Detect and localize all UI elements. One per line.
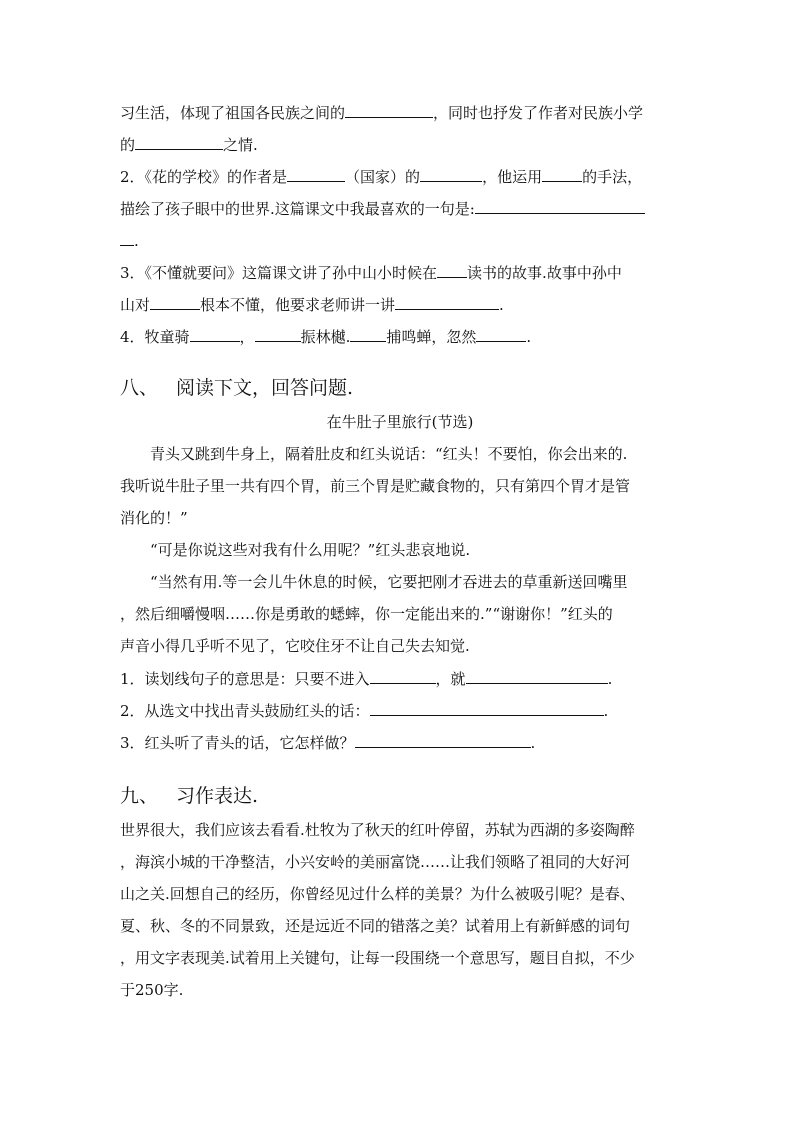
fill-line-1: 习生活，体现了祖国各民族之间的 ，同时也抒发了作者对民族小学 — [120, 104, 644, 122]
passage-p2: “可是你说这些对我有什么用呢？”红头悲哀地说. — [150, 541, 471, 559]
blank[interactable] — [150, 294, 200, 310]
writing-prompt-line-6: 于250字. — [120, 981, 184, 999]
blank[interactable] — [395, 294, 499, 310]
blank[interactable] — [370, 668, 436, 684]
passage-title: 在牛肚子里旅行(节选) — [326, 413, 474, 431]
blank[interactable] — [287, 166, 345, 182]
blank[interactable] — [370, 700, 604, 716]
passage-p1-line-2: 我听说牛肚子里一共有四个胃，前三个胃是贮藏食物的，只有第四个胃才是管 — [120, 477, 631, 495]
blank[interactable] — [255, 326, 301, 342]
writing-prompt-line-2: ，海滨小城的干净整洁，小兴安岭的美丽富饶……让我们领略了祖同的大好河 — [120, 853, 631, 871]
reading-question-2: 2．从选文中找出青头鼓励红头的话： . — [120, 702, 609, 720]
passage-p1-line-1: 青头又跳到牛身上，隔着肚皮和红头说话：“红头！不要怕，你会出来的. — [150, 445, 628, 463]
blank[interactable] — [120, 230, 134, 246]
blank[interactable] — [475, 198, 645, 214]
writing-prompt-line-1: 世界很大，我们应该去看看.杜牧为了秋天的红叶停留，苏轼为西湖的多姿陶醉 — [120, 821, 635, 839]
blank[interactable] — [437, 262, 467, 278]
reading-question-3: 3．红头听了青头的话，它怎样做？ . — [120, 734, 536, 752]
blank[interactable] — [542, 166, 582, 182]
question-4-line: 4．牧童骑 ， 振林樾. 捕鸣蝉，忽然 . — [120, 328, 532, 346]
question-3-line-2: 山对 根本不懂，他要求老师讲一讲 . — [120, 296, 504, 314]
writing-prompt-line-5: ，用文字表现美.试着用上关键句，让每一段围绕一个意思写，题目自拟，不少 — [120, 949, 635, 967]
fill-line-2: 的 之情. — [120, 136, 258, 154]
blank[interactable] — [190, 326, 240, 342]
passage-p3-line-2: ，然后细嚼慢咽……你是勇敢的蟋蟀，你一定能出来的.”“谢谢你！”红头的 — [120, 605, 613, 623]
blank[interactable] — [350, 326, 386, 342]
writing-prompt-line-3: 山之关.回想自己的经历，你曾经见过什么样的美景？为什么被吸引呢？是春、 — [120, 885, 635, 903]
reading-question-1: 1．读划线句子的意思是：只要不进入 ，就 . — [120, 670, 613, 688]
blank[interactable] — [466, 668, 608, 684]
blank[interactable] — [355, 732, 531, 748]
passage-p3-line-1: “当然有用.等一会儿牛休息的时候，它要把刚才吞进去的草重新送回嘴里 — [150, 573, 628, 591]
passage-p3-line-3: 声音小得几乎听不见了，它咬住牙不让自己失去知觉. — [120, 637, 470, 655]
blank[interactable] — [420, 166, 482, 182]
question-2-line-3: . — [120, 230, 680, 251]
writing-prompt-line-4: 夏、秋、冬的不同景致，还是远近不同的错落之美？试着用上有新鲜感的词句 — [120, 917, 631, 935]
question-2-line-2: 描绘了孩子眼中的世界.这篇课文中我最喜欢的一句是: — [120, 198, 680, 219]
blank[interactable] — [135, 134, 223, 150]
section-9-heading: 九、 习作表达. — [120, 785, 259, 807]
blank[interactable] — [345, 102, 433, 118]
passage-p1-line-3: 消化的！” — [120, 509, 188, 527]
question-3-line-1: 3．《不懂就要问》这篇课文讲了孙中山小时候在 读书的故事.故事中孙中 — [120, 264, 622, 282]
question-2-line-1: 2．《花的学校》的作者是 （国家）的 ，他运用 的手法， — [120, 168, 643, 186]
blank[interactable] — [476, 326, 526, 342]
section-8-heading: 八、 阅读下文，回答问题. — [120, 377, 354, 399]
